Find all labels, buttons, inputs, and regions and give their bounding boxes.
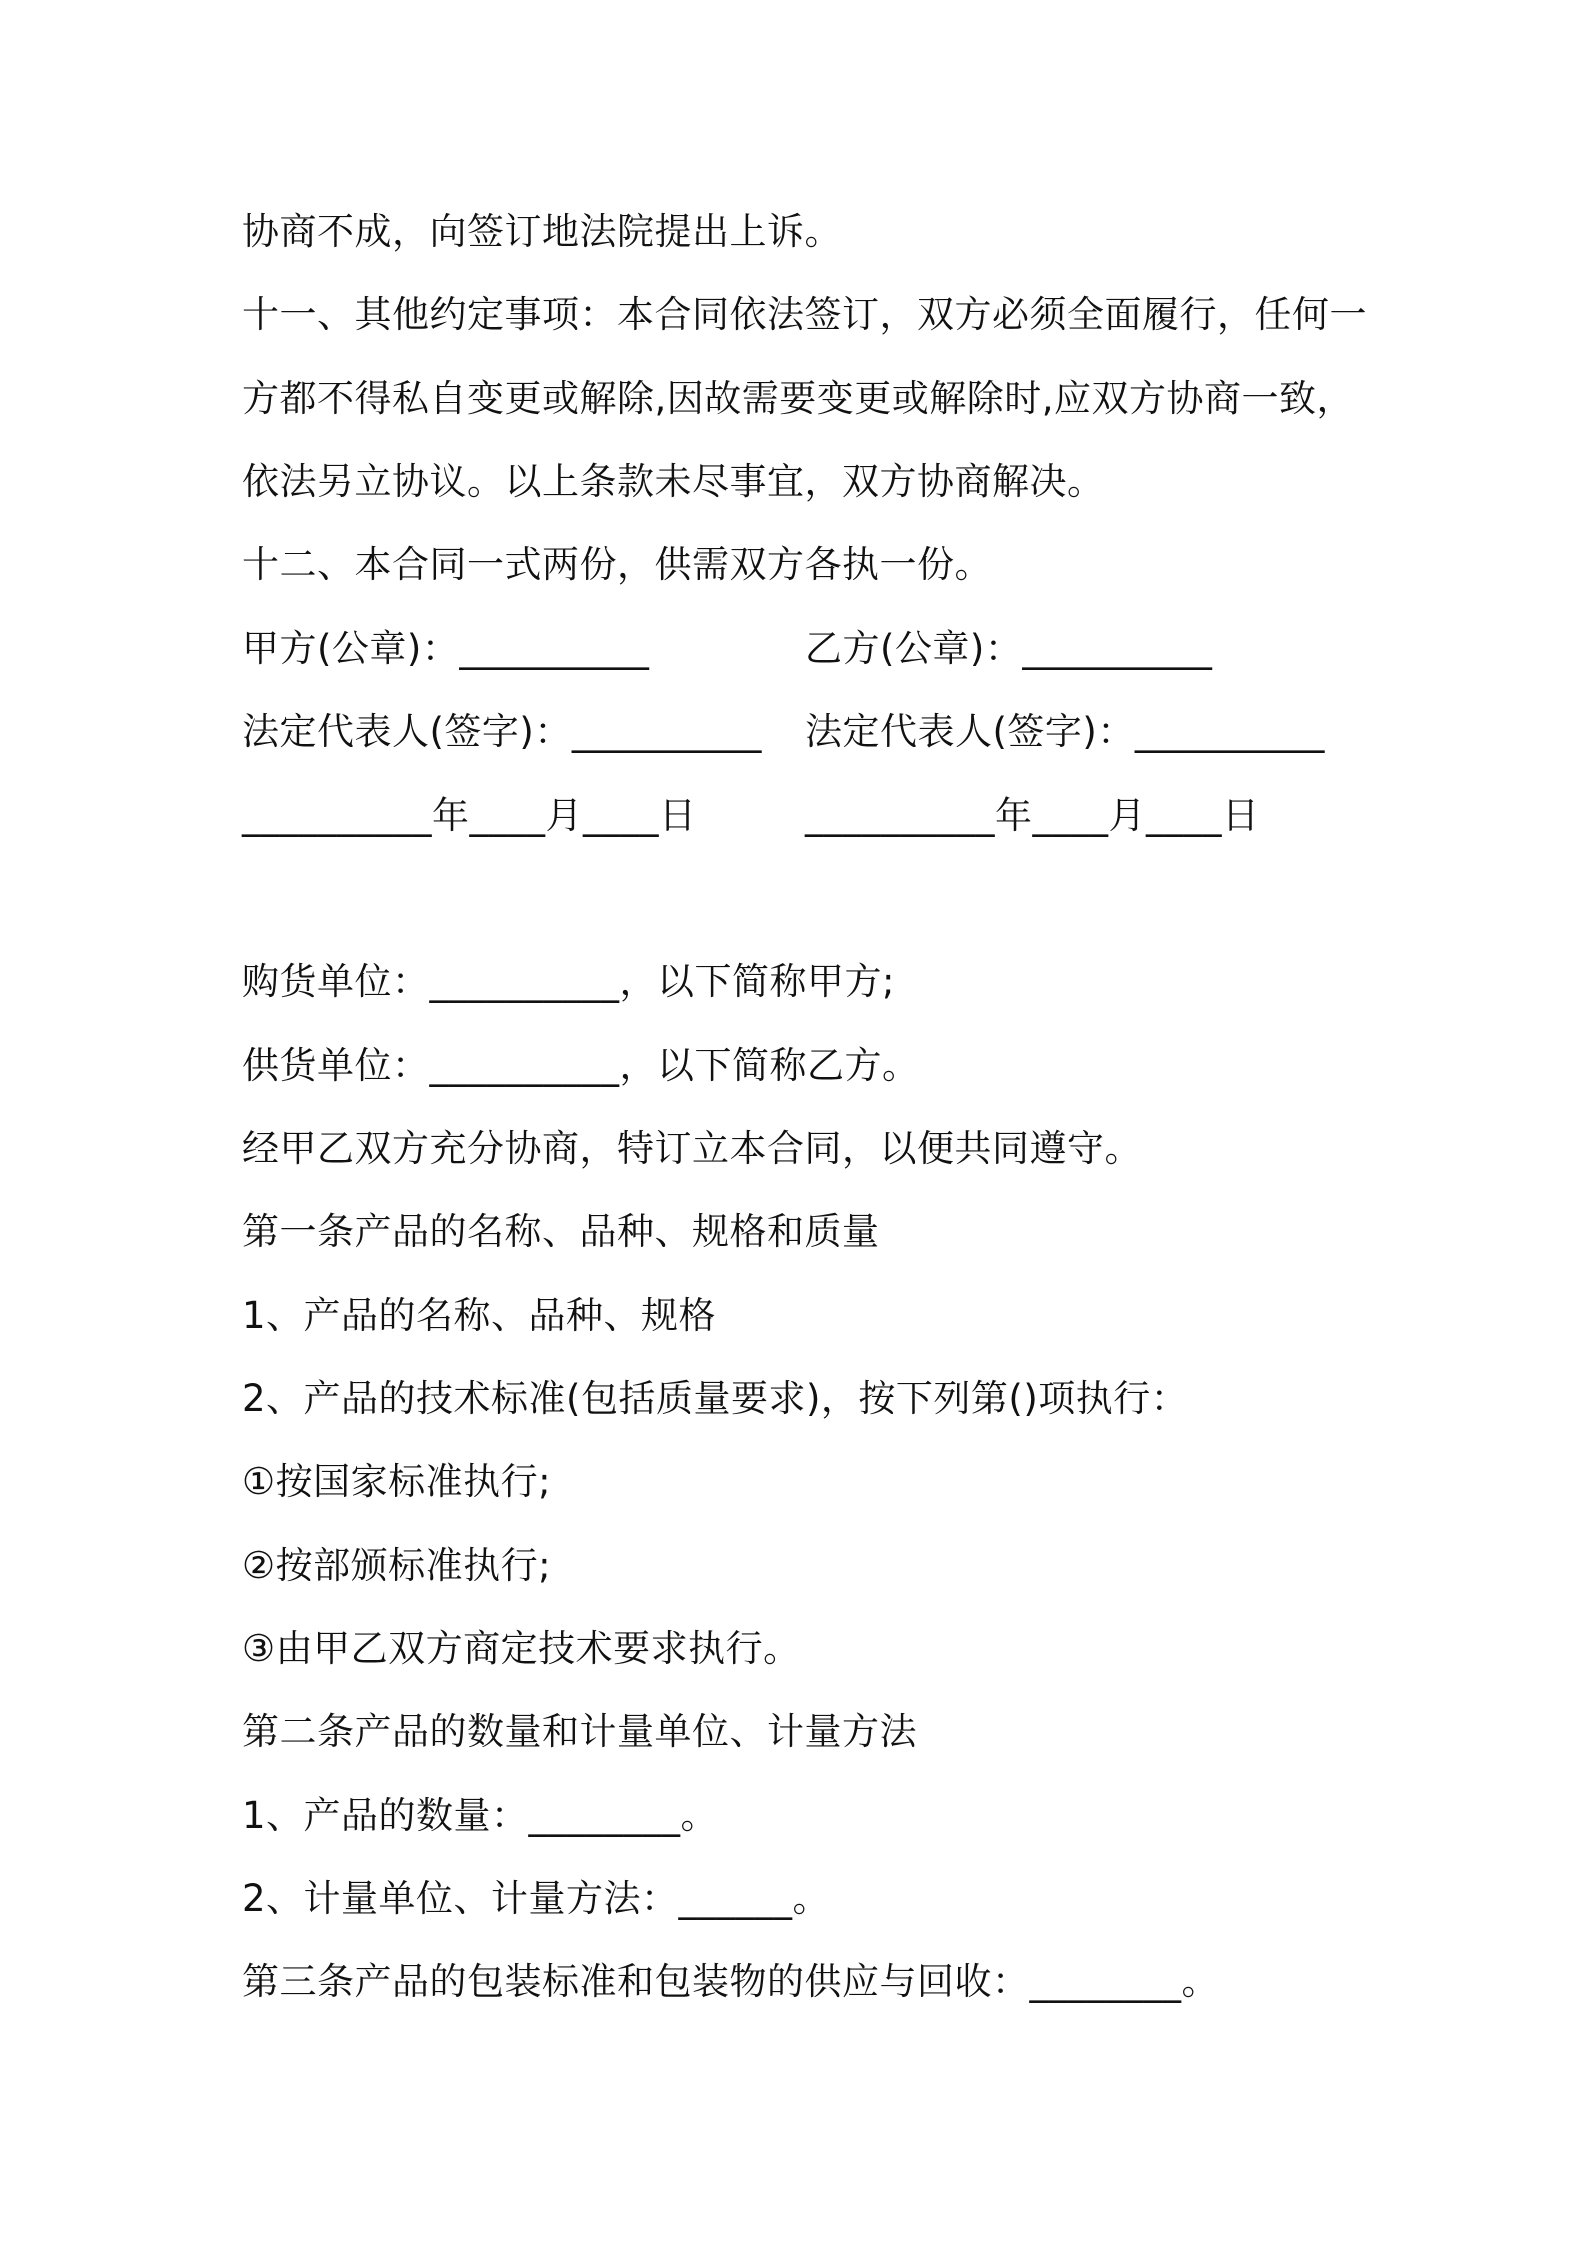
clause-twelve-line: 十二、本合同一式两份，供需双方各执一份。	[242, 543, 992, 586]
article-three-heading: 第三条产品的包装标准和包装物的供应与回收：________。	[242, 1960, 1219, 2003]
list-item: 1、产品的数量：________。	[242, 1794, 719, 1837]
list-item: 2、产品的技术标准(包括质量要求)，按下列第()项执行：	[242, 1377, 1189, 1420]
party-a-seal-field: 甲方(公章)：__________	[242, 627, 650, 670]
party-b-date-field: __________年____月____日	[805, 794, 1260, 837]
clause-eleven-line: 十一、其他约定事项：本合同依法签订，双方必须全面履行，任何一	[242, 293, 1367, 336]
supplier-line: 供货单位：__________，以下简称乙方。	[242, 1044, 920, 1087]
party-b-representative-field: 法定代表人(签字)：__________	[805, 710, 1325, 753]
paragraph-line: 协商不成，向签订地法院提出上诉。	[242, 210, 842, 253]
list-item: 2、计量单位、计量方法：______。	[242, 1877, 831, 1920]
party-a-date-field: __________年____月____日	[242, 794, 697, 837]
paragraph-line: 方都不得私自变更或解除,因故需要变更或解除时,应双方协商一致，	[242, 377, 1355, 420]
party-a-representative-field: 法定代表人(签字)：__________	[242, 710, 762, 753]
paragraph-line: 依法另立协议。以上条款未尽事宜，双方协商解决。	[242, 460, 1105, 503]
option-item: ①按国家标准执行;	[242, 1460, 552, 1503]
option-item: ③由甲乙双方商定技术要求执行。	[242, 1627, 801, 1670]
article-two-heading: 第二条产品的数量和计量单位、计量方法	[242, 1710, 917, 1753]
article-one-heading: 第一条产品的名称、品种、规格和质量	[242, 1210, 880, 1253]
option-item: ②按部颁标准执行;	[242, 1544, 552, 1587]
agreement-line: 经甲乙双方充分协商，特订立本合同，以便共同遵守。	[242, 1127, 1142, 1170]
buyer-line: 购货单位：__________，以下简称甲方;	[242, 960, 895, 1003]
party-b-seal-field: 乙方(公章)：__________	[805, 627, 1213, 670]
list-item: 1、产品的名称、品种、规格	[242, 1294, 717, 1337]
